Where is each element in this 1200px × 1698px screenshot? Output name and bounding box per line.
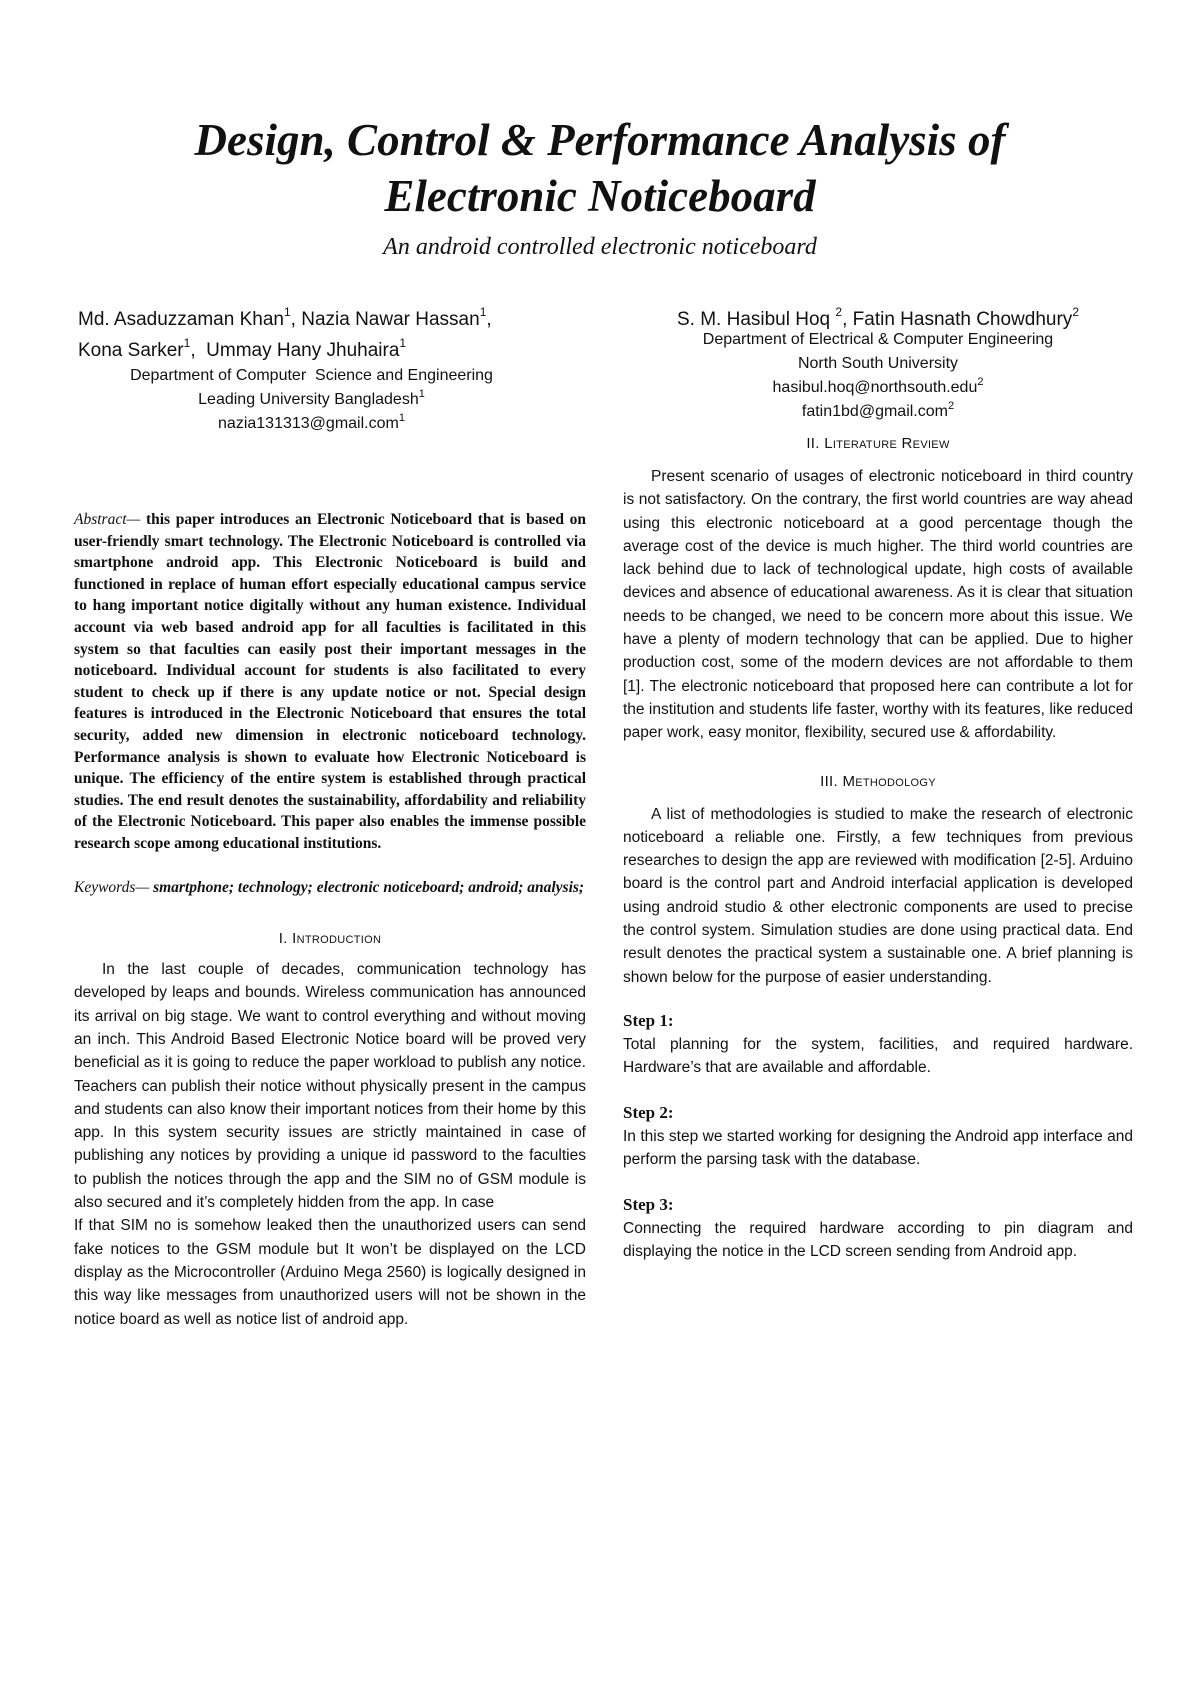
affiliation-right (623, 328, 1133, 424)
step-title: Step 2: (623, 1102, 674, 1122)
step-body: In this step we started working for designing the Android app interface and perform the parsing task with the database. (623, 1127, 1133, 1168)
affiliation-dept: Department of Electrical & Computer Engineering (702, 331, 1054, 348)
right-column (623, 433, 1133, 1263)
abstract-text: this paper introduces an Electronic Noticeboard that is based on user-friendly smart technology. The Electronic Noticeboard is controlled via smartphone android app. This Electronic Noticeboard is build and functioned in replace of human effort especially educational campus service to hang important notice digitally without any human existence. Individual account via web based android app for all faculties is facilitated in this system so that faculties can easily post their important messages in the noticeboard. Individual account for students is also facilitated to every student to check up if there is any update notice or not. Special design features is introduced in the Electronic Noticeboard that ensures the total security, added new dimension in electronic noticeboard technology. Performance analysis is shown to evaluate how Electronic Noticeboard is unique. The efficiency of the entire system is established through practical studies. The end result denotes the sustainability, affordability and reliability of the Electronic Noticeboard. This paper also enables the immense possible research scope among educational institutions. (74, 511, 586, 852)
author-separator: , (486, 309, 492, 330)
affil-sup: 1 (398, 412, 405, 424)
step-block (623, 1101, 1133, 1171)
step-block (623, 1009, 1133, 1079)
affiliation-university: Leading University Bangladesh$^1$ (198, 388, 425, 408)
author-name: Ummay Hany Jhuhaira (206, 340, 400, 361)
affiliation-left (84, 364, 539, 436)
step-body: Total planning for the system, facilities, and required hardware. Hardware’s that are available and affordable. (623, 1035, 1133, 1076)
introduction-paragraph: If that SIM no is somehow leaked then the unauthorized users can send fake notices to the GSM module but It won’t be displayed on the LCD display as the Microcontroller (Arduino Mega 2560) is logically designed in this way like messages from unauthorized users will not be shown in the notice board as well as notice list of android app. (74, 1217, 586, 1328)
section-heading-literature-review: II. Literature Review (806, 435, 950, 452)
author-separator: , (190, 340, 207, 361)
abstract (74, 509, 586, 855)
authors-left-line-2 (78, 335, 588, 366)
step-title: Step 3: (623, 1194, 674, 1214)
methodology-paragraph: A list of methodologies is studied to make the research of electronic noticeboard a reliable one. Firstly, a few techniques from previous researches to design the app are reviewed with modification [2-5]. Arduino board is the control part and Android interfacial application is developed using android studio & other electronic components are used to precise the control system. Simulation studies are done using practical data. End result denotes the practical system a sustainable one. A brief planning is shown below for the purpose of easier understanding. (623, 805, 1133, 986)
paper-title (0, 112, 1200, 224)
author-separator: , (842, 309, 853, 330)
author-name: Fatin Hasnath Chowdhury (852, 309, 1073, 330)
affiliation-email: nazia131313@gmail.com$^1$ (218, 412, 405, 432)
paper-subtitle: An android controlled electronic noticeboard (383, 234, 817, 260)
author-separator: , (290, 309, 302, 330)
literature-paragraph: Present scenario of usages of electronic noticeboard in third country is not satisfactory. On the contrary, the first world countries are way ahead using this electronic noticeboard at a good percentage though the average cost of the device is much higher. The third world countries are lack behind due to lack of technological update, high costs of available devices and absence of educational awareness. As it is clear that situation needs to be changed, we need to be concern more about this issue. We have a plenty of modern technology that can be applied. Due to higher production cost, some of the modern devices are not affordable to them [1]. The electronic noticeboard that proposed here can contribute a lot for the institution and students life faster, worthy with its features, like reduced paper work, easy monitor, flexibility, secured use & affordability. (623, 468, 1133, 742)
affil-sup: 2 (947, 400, 955, 412)
authors-left (78, 304, 588, 366)
affiliation-dept: Department of Computer Science and Engineering (130, 367, 493, 384)
introduction-paragraph: In the last couple of decades, communication technology has developed by leaps and bounds. Wireless communication has announced its arrival on big stage. We want to control everything and without moving an inch. This Android Based Electronic Notice board will be proved very beneficial as it is going to reduce the paper workload to publish any notice. Teachers can publish their notice without physically present in the campus and students can also know their important notices from their home by this app. In this system security issues are strictly maintained in case of publishing any notices by providing a unique id password to the faculties to publish the notices through the app and the SIM no of GSM module is also secured and it’s completely hidden from the app. In case (74, 961, 586, 1212)
affiliation-email: fatin1bd@gmail.com$^2$ (801, 400, 955, 420)
author-affil-sup: 1 (399, 336, 407, 350)
affiliation-email: hasibul.hoq@northsouth.edu$^2$ (772, 376, 984, 396)
author-name: S. M. Hasibul Hoq (676, 309, 836, 330)
author-affil-sup: 1 (183, 336, 191, 350)
abstract-lead: Abstract— (74, 511, 146, 528)
affiliation-university: North South University (797, 355, 959, 372)
affil-sup: 1 (418, 388, 425, 400)
author-name: Md. Asaduzzaman Khan (78, 309, 284, 330)
left-column (74, 509, 586, 1331)
author-affil-sup: 2 (835, 305, 843, 319)
title-line-2: Electronic Noticeboard (384, 171, 816, 221)
keywords (74, 877, 586, 899)
author-affil-sup: 2 (1072, 305, 1079, 319)
authors-left-line-1 (78, 304, 588, 335)
step-body: Connecting the required hardware according to pin diagram and displaying the notice in the LCD screen sending from Android app. (623, 1219, 1133, 1260)
author-affil-sup: 1 (479, 305, 487, 319)
author-name: Kona Sarker (78, 340, 184, 361)
title-line-1: Design, Control & Performance Analysis of (194, 115, 1006, 165)
author-affil-sup: 1 (283, 305, 291, 319)
keywords-lead: Keywords— (74, 878, 154, 896)
section-heading-methodology: III. Methodology (820, 772, 936, 790)
section-heading-introduction: I. Introduction (278, 930, 382, 948)
step-title: Step 1: (623, 1010, 674, 1030)
author-name: Nazia Nawar Hassan (301, 309, 480, 330)
affil-sup: 2 (977, 376, 984, 388)
step-block (623, 1193, 1133, 1263)
keywords-text: smartphone; technology; electronic noticeboard; android; analysis; (153, 878, 585, 896)
